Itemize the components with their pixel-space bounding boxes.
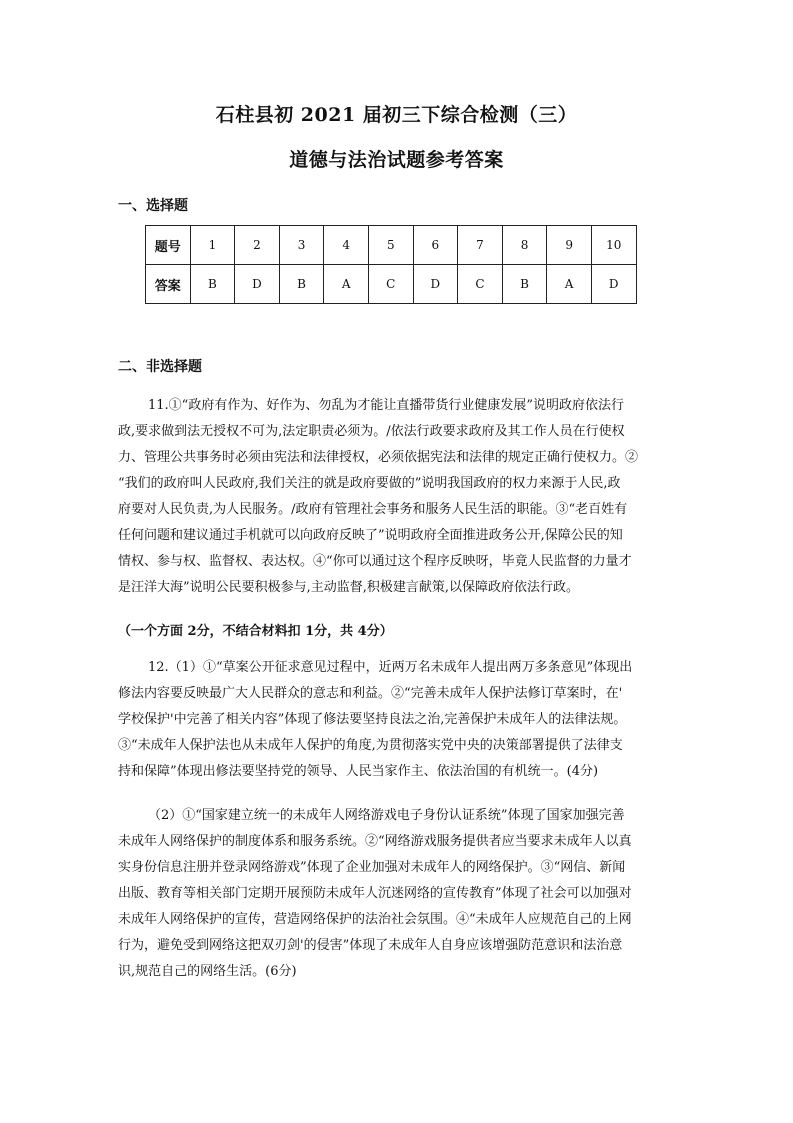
text-line: 未成年人网络保护的制度体系和服务系统。②“网络游戏服务提供者应当要求未成年人以真 [118,834,632,849]
text-line: “我们的政府叫人民政府,我们关注的就是政府要做的”说明我国政府的权力来源于人民,政 [118,476,621,491]
text-line: 识,规范自己的网络生活。(6分) [118,964,297,979]
question-number-cell: 9 [547,226,592,265]
question-number-cell: 10 [591,226,636,265]
answer-table [145,225,637,304]
exam-subtitle: 道德与法治试题参考答案 [289,149,504,171]
text-line: 行为，避免受到网络这把双刃剑'的侵害”体现了未成年人自身应该增强防范意识和法治意 [118,938,623,953]
answer-cell: D [591,265,636,304]
row-label-answer: 答案 [146,265,191,304]
text-line: 力、管理公共事务时必须由宪法和法律授权，必须依据宪法和法律的规定正确行使权力。② [118,450,639,465]
text-line: 学校保护'中完善了相关内容”体现了修法要坚持良法之治,完善保护未成年人的法律法规。 [118,712,627,727]
section-heading-nonchoice: 二、非选择题 [118,359,202,375]
answer-cell: C [458,265,503,304]
question-number-row [146,226,637,265]
answer-q12-part2 [118,803,676,985]
question-number-cell: 7 [458,226,503,265]
section-heading-choice: 一、选择题 [118,198,188,214]
text-line: 12.（1）①“草案公开征求意见过程中，近两万名未成年人提出两万多条意见”体现出 [148,660,633,675]
text-line: 情权、参与权、监督权、表达权。④“你可以通过这个程序反映呀，毕竟人民监督的力量才 [118,554,632,569]
answer-cell: D [235,265,280,304]
exam-title: 石柱县初 2021 届初三下综合检测（三） [215,104,578,126]
answer-q11 [118,393,676,601]
question-number-cell: 3 [279,226,324,265]
text-line: 府要对人民负责,为人民服务。/政府有管理社会事务和服务人民生活的职能。③“老百姓有 [118,502,628,517]
answer-q12-part1 [118,655,676,785]
answer-cell: D [413,265,458,304]
answer-cell: B [190,265,235,304]
scoring-note-q11: （一个方面 2分，不结合材料扣 1分，共 4分） [118,624,393,639]
question-number-cell: 5 [368,226,413,265]
question-number-cell: 1 [190,226,235,265]
answer-row [146,265,637,304]
text-line: 修法内容要反映最广大人民群众的意志和利益。②“完善未成年人保护法修订草案时，在' [118,686,623,701]
answer-cell: B [502,265,547,304]
answer-cell: A [324,265,369,304]
row-label-question: 题号 [146,226,191,265]
text-line: 是汪洋大海”说明公民要积极参与,主动监督,积极建言献策,以保障政府依法行政。 [118,580,580,595]
text-line: 未成年人网络保护的宣传，营造网络保护的法治社会氛围。④“未成年人应规范自己的上网 [118,912,632,927]
answer-cell: C [368,265,413,304]
text-line: 实身份信息注册并登录网络游戏”体现了企业加强对未成年人的网络保护。③“网信、新闻 [118,860,626,875]
question-number-cell: 4 [324,226,369,265]
text-line: 持和保障”体现出修法要坚持党的领导、人民当家作主、依法治国的有机统一。(4分) [118,764,599,779]
question-number-cell: 2 [235,226,280,265]
answer-cell: B [279,265,324,304]
answer-cell: A [547,265,592,304]
text-line: （2）①“国家建立统一的未成年人网络游戏电子身份认证系统”体现了国家加强完善 [148,808,625,823]
text-line: 任何问题和建议通过手机就可以向政府反映了”说明政府全面推进政务公开,保障公民的知 [118,528,623,543]
text-line: 出版、教育等相关部门定期开展预防未成年人沉迷网络的宣传教育”体现了社会可以加强对 [118,886,632,901]
text-line: 政,要求做到法无授权不可为,法定职责必须为。/依法行政要求政府及其工作人员在行使权 [118,424,625,439]
question-number-cell: 8 [502,226,547,265]
text-line: ③“未成年人保护法也从未成年人保护的角度,为贯彻落实党中央的决策部署提供了法律支 [118,738,623,753]
question-number-cell: 6 [413,226,458,265]
text-line: 11.①“政府有作为、好作为、勿乱为才能让直播带货行业健康发展”说明政府依法行 [148,398,624,413]
